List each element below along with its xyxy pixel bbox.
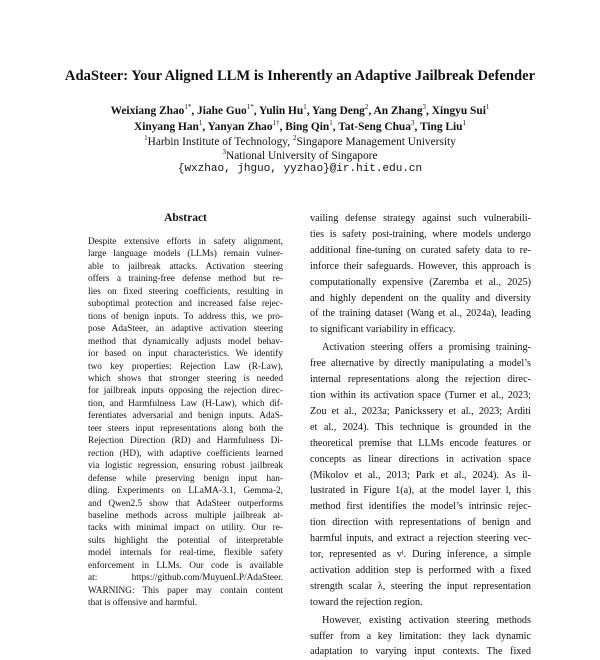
author: An Zhang$^3$ (373, 103, 427, 117)
abstract-line: that is offensive and harmful. (88, 598, 198, 609)
abstract-line: lies on fixed steering coefficients, resulting in (88, 286, 283, 297)
abstract-line: ior based on input characteristics. We identify (88, 349, 283, 360)
abstract-line: method that dynamically adjusts model behav- (88, 336, 283, 347)
abstract-line: able to jailbreak attacks. Activation steering (88, 261, 283, 272)
author-line-2: Xinyang Han$^1$, Yanyan Zhao$^{1\dagger}$, Bing Qin$^1$, Tat-Seng Chua$^3$, Ting Liu$^1$ (134, 119, 466, 133)
abstract-line: for jailbreak inputs opposing the rejection direc- (88, 386, 283, 397)
body-line: of the training dataset (Wang et al., 2024a), leading (310, 308, 531, 320)
body-line: ties is safety post-training, where models undergo (310, 228, 531, 240)
abstract-line: large language models (LLMs) remain vulner- (88, 249, 283, 260)
body-line: inforce their safeguards. However, this approach is (310, 260, 531, 272)
abstract-line: offers a training-free defense method but re- (88, 274, 283, 285)
body-line: concepts as linear directions in activation space (310, 453, 531, 465)
author: Yanyan Zhao$^{1\dagger}$ (207, 119, 280, 133)
body-line: strength scalar λ, steering the input representation (310, 580, 531, 592)
body-line: toward the rejection region. (310, 596, 423, 608)
abstract-line: suboptimal protection and increased false rejec- (88, 299, 283, 310)
body-line: et al., 2024). This technique is grounded in the (310, 421, 531, 433)
abstract-line: Despite extensive efforts in safety alignment, (88, 237, 283, 247)
abstract-line: via logistic regression, ensuring robust jailbreak (88, 461, 283, 472)
author: Jiahe Guo$^{1*}$ (197, 103, 254, 117)
body-line: internal representations along the rejection direc- (310, 374, 531, 386)
abstract-line: and Qwen2.5 show that AdaSteer outperforms (88, 498, 283, 509)
abstract-line: teer steers input representations along both the (88, 423, 283, 434)
body-line: tor, represented as vˡ. During inference, a simple (310, 549, 531, 561)
body-line: and highly dependent on the quality and diversity (310, 292, 531, 304)
abstract-line: sults highlight the potential of interpretable (88, 535, 283, 546)
body-line: computationally expensive (Zaremba et al., 2025) (310, 276, 531, 288)
body-line: additional fine-tuning on curated safety data to re- (310, 244, 531, 256)
body-line: (Mikolov et al., 2013; Park et al., 2024). As il- (310, 469, 531, 481)
abstract-line: two key properties: Rejection Law (R-Law), (88, 361, 283, 372)
abstract-text (88, 236, 283, 610)
affiliation-line-2: $^3$National University of Singapore (222, 148, 378, 162)
abstract-line: tacks with minimal impact on utility. Our re- (88, 523, 283, 534)
abstract-line: dling. Experiments on LLaMA-3.1, Gemma-2, (88, 486, 283, 497)
abstract-line: tions of benign inputs. To address this, we pro- (88, 311, 283, 322)
body-line: theoretical premise that LLMs encode features or (310, 437, 531, 449)
abstract-line: tion, and Harmfulness Law (H-Law), which dif- (88, 398, 283, 409)
body-line: activation addition step is performed with a fixed (310, 564, 531, 576)
body-line: vailing defense strategy against such vulnerabili- (310, 213, 531, 224)
body-text-column (310, 211, 531, 660)
author-line-1: Weixiang Zhao$^{1*}$, Jiahe Guo$^{1*}$, Yulin Hu$^1$, Yang Deng$^2$, An Zhang$^3$, Xingyu Sui$^1$ (110, 103, 490, 117)
abstract-line: enforcement in LLMs. Our code is available (88, 560, 283, 571)
body-line: Zou et al., 2023a; Panickssery et al., 2023; Arditi (310, 405, 531, 417)
author: Tat-Seng Chua$^3$ (338, 119, 415, 133)
body-line: tion direction with representations of benign and (310, 517, 531, 529)
contact-email: {wxzhao, jhguo, yyzhao}@ir.hit.edu.cn (177, 163, 423, 175)
body-line: method first identifies the model’s intrinsic rejec- (310, 501, 531, 513)
abstract-line: model internals for real-time, flexible safety (88, 548, 283, 559)
body-line: suffer from a key limitation: they lack dynamic (310, 630, 531, 642)
abstract-heading: Abstract (164, 212, 207, 224)
body-line: to significant variability in efficacy. (310, 324, 456, 336)
author: Weixiang Zhao$^{1*}$ (110, 103, 192, 117)
body-line: Activation steering offers a promising training- (322, 342, 531, 354)
body-line: harmful inputs, and extract a rejection steering vec- (310, 533, 531, 545)
body-line: adaptation to varying input contexts. The fixed (310, 646, 531, 658)
abstract-line: WARNING: This paper may contain content (88, 585, 283, 596)
abstract-line: pose AdaSteer, an adaptive activation steering (88, 324, 283, 335)
author: Yang Deng$^2$ (312, 103, 369, 117)
author: Yulin Hu$^1$ (259, 103, 307, 117)
body-line: However, existing activation steering methods (322, 614, 531, 626)
body-line: tion within its activation space (Turner et al., 2023; (310, 389, 531, 401)
author: Xinyang Han$^1$ (134, 119, 203, 133)
abstract-line: ferentiates adversarial and benign inputs. AdaS- (88, 411, 283, 422)
abstract-line: which shows that stronger steering is needed (88, 373, 283, 384)
author: Ting Liu$^1$ (419, 119, 466, 133)
abstract-line: baseline methods across multiple jailbreak at- (88, 510, 283, 521)
affiliation-line-1: $^1$Harbin Institute of Technology, $^2$Singapore Management University (144, 134, 456, 148)
body-line: lustrated in Figure 1(a), at the model layer l, this (310, 485, 531, 497)
abstract-line: defense while preserving benign input han- (88, 473, 283, 484)
abstract-line: at: https://github.com/MuyuenLP/AdaSteer. (88, 573, 283, 584)
abstract-line: rection (HD), with adaptive coefficients learned (88, 448, 283, 459)
paper-title: AdaSteer: Your Aligned LLM is Inherently an Adaptive Jailbreak Defender (64, 68, 536, 84)
author: Bing Qin$^1$ (285, 119, 333, 133)
abstract-line: Rejection Direction (RD) and Harmfulness Di- (88, 436, 283, 447)
body-line: free alternative by directly manipulating a model’s (310, 358, 531, 370)
author: Xingyu Sui$^1$ (431, 103, 490, 117)
